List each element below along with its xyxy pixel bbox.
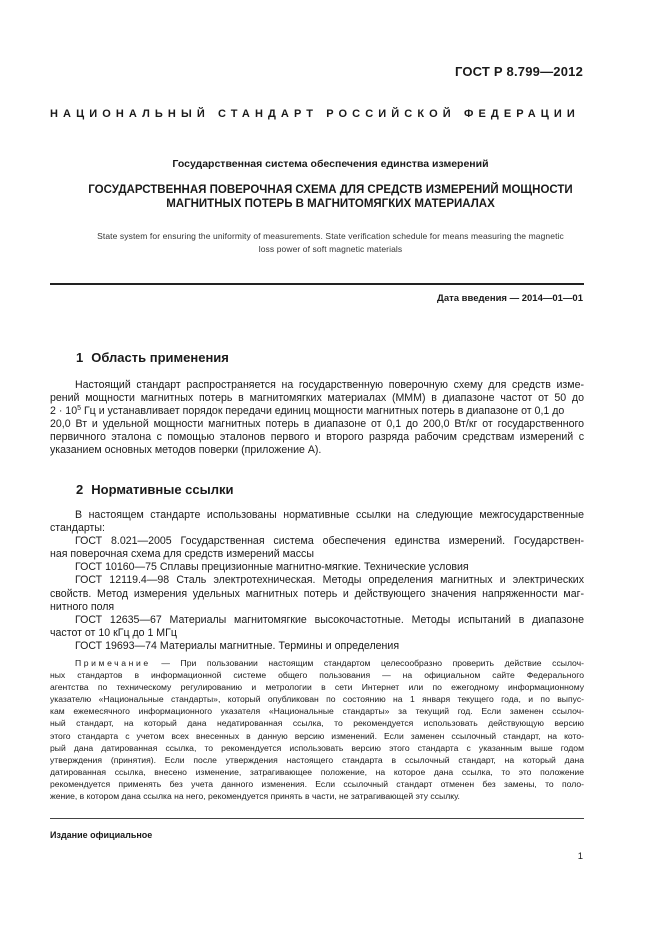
national-standard-banner — [50, 108, 584, 120]
title-line-2: МАГНИТНЫХ ПОТЕРЬ В МАГНИТОМЯГКИХ МАТЕРИАЛАХ — [166, 198, 495, 210]
introduction-date: Дата введения — 2014—01—01 — [437, 293, 583, 304]
section-2-line: нитного поля — [50, 600, 115, 613]
note-line: этого стандарта с учетом всех внесенных в данную версию изменений. Если заменен ссылочный стандарт, на кото- — [50, 730, 584, 741]
section-1-line: указанием основных методов поверки (приложение А). — [50, 444, 322, 457]
note-label: Примечание — [75, 658, 151, 668]
section-2-line: ная поверочная схема для средств измерений массы — [50, 548, 314, 561]
note-line: датированная ссылка, внесено изменение, затрагивающее положение, на которое дана ссылка, то это положение — [50, 766, 584, 777]
section-1-number: 1 — [76, 350, 84, 365]
section-2-number: 2 — [76, 482, 84, 497]
national-standard-text: НАЦИОНАЛЬНЫЙ СТАНДАРТ РОССИЙСКОЙ ФЕДЕРАЦИИ — [50, 108, 580, 120]
section-1-line-frequency — [50, 405, 584, 418]
note-line: агентства по техническому регулированию и метрологии в сети Интернет или по ежегодному информационному — [50, 682, 584, 693]
section-2-heading — [76, 482, 233, 497]
section-2-title: Нормативные ссылки — [91, 482, 234, 497]
footer-divider — [50, 818, 584, 819]
document-code: ГОСТ Р 8.799—2012 — [454, 64, 583, 79]
note-line: указателю «Национальные стандарты», который опубликован по состоянию на 1 января текущего года, и по выпус- — [50, 694, 584, 705]
frequency-base: 2 · 10 — [50, 405, 78, 418]
note-line: ных стандартов в информационной системе общего пользования — на официальном сайте Федерального — [50, 670, 584, 681]
section-1-line: 20,0 Вт и удельной мощности магнитных потерь в диапазоне от 0,1 до 200,0 Вт/кг от государственного — [50, 418, 584, 431]
header-divider — [50, 283, 584, 285]
section-2-body — [50, 509, 584, 653]
frequency-exponent: 5 — [77, 405, 81, 413]
reference-gost-8-021: ГОСТ 8.021—2005 Государственная система обеспечения единства измерений. Государствен- — [75, 535, 584, 548]
reference-gost-12635: ГОСТ 12635—67 Материалы магнитомягкие высокочастотные. Методы испытаний в диапазоне — [75, 613, 584, 626]
section-1-body — [50, 379, 584, 458]
section-1-line: первичного эталона с помощью эталонов первого и второго разряда рабочим средствам измерений с — [50, 431, 584, 444]
note-line: ный стандарт, на который дана недатированная ссылка, то рекомендуется использовать действующую версию — [50, 718, 584, 729]
frequency-rest: Гц и устанавливает порядок передачи единиц мощности магнитных потерь в диапазоне от 0,1 до — [81, 405, 565, 418]
reference-gost-19693: ГОСТ 19693—74 Материалы магнитные. Термины и определения — [75, 639, 400, 652]
note-line — [50, 657, 584, 669]
section-2-line: стандарты: — [50, 522, 105, 535]
reference-gost-12119: ГОСТ 12119.4—98 Сталь электротехническая. Методы определения магнитных и электрических — [75, 574, 584, 587]
page-number: 1 — [577, 851, 583, 862]
section-1-title: Область применения — [91, 350, 229, 365]
english-title-line-2: loss power of soft magnetic materials — [258, 244, 403, 254]
note-line: рый дана датированная ссылка, то рекомендуется использовать версию этого стандарта с указанным выше годом — [50, 742, 584, 753]
section-1-heading — [76, 350, 229, 365]
section-1-line: рений мощности магнитных потерь в магнитомягких материалах (МММ) в диапазоне частот от 50 до — [50, 392, 584, 405]
reference-gost-10160: ГОСТ 10160—75 Сплавы прецизионные магнитно-мягкие. Технические условия — [75, 561, 469, 574]
section-2-line: В настоящем стандарте использованы нормативные ссылки на следующие межгосударственные — [75, 509, 584, 521]
english-title — [60, 230, 601, 256]
note-line: кам ежемесячного информационного указателя «Национальные стандарты» за текущий год. Если заменен ссылоч- — [50, 706, 584, 717]
title-line-1: ГОСУДАРСТВЕННАЯ ПОВЕРОЧНАЯ СХЕМА ДЛЯ СРЕДСТВ ИЗМЕРЕНИЙ МОЩНОСТИ — [88, 184, 573, 196]
system-name: Государственная система обеспечения единства измерений — [172, 158, 489, 170]
note-line: жение, в котором дана ссылка на него, рекомендуется принять в части, не затрагивающей эту ссылку. — [50, 791, 460, 802]
section-1-line: Настоящий стандарт распространяется на государственную поверочную схему для средств изме- — [75, 379, 584, 391]
document-title — [70, 183, 591, 211]
note-line: рекомендуется применять без учета данного изменения. Если ссылочный стандарт отменен без замены, то поло- — [50, 778, 584, 789]
english-title-line-1: State system for ensuring the uniformity of measurements. State verification schedule for means measuring the magnetic — [97, 231, 564, 241]
section-2-line: частот от 10 кГц до 1 МГц — [50, 626, 177, 639]
note-line: утверждения (принятия). Если после утверждения настоящего стандарта в ссылочный стандарт, на который дана — [50, 754, 584, 765]
note-first-text: — При пользовании настоящим стандартом целесообразно проверить действие ссылоч- — [150, 658, 584, 668]
note-block — [50, 657, 584, 802]
official-edition-label: Издание официальное — [50, 830, 153, 840]
section-2-line: свойств. Метод измерения удельных магнитных потерь и действующего значения напряженности маг- — [50, 587, 584, 600]
